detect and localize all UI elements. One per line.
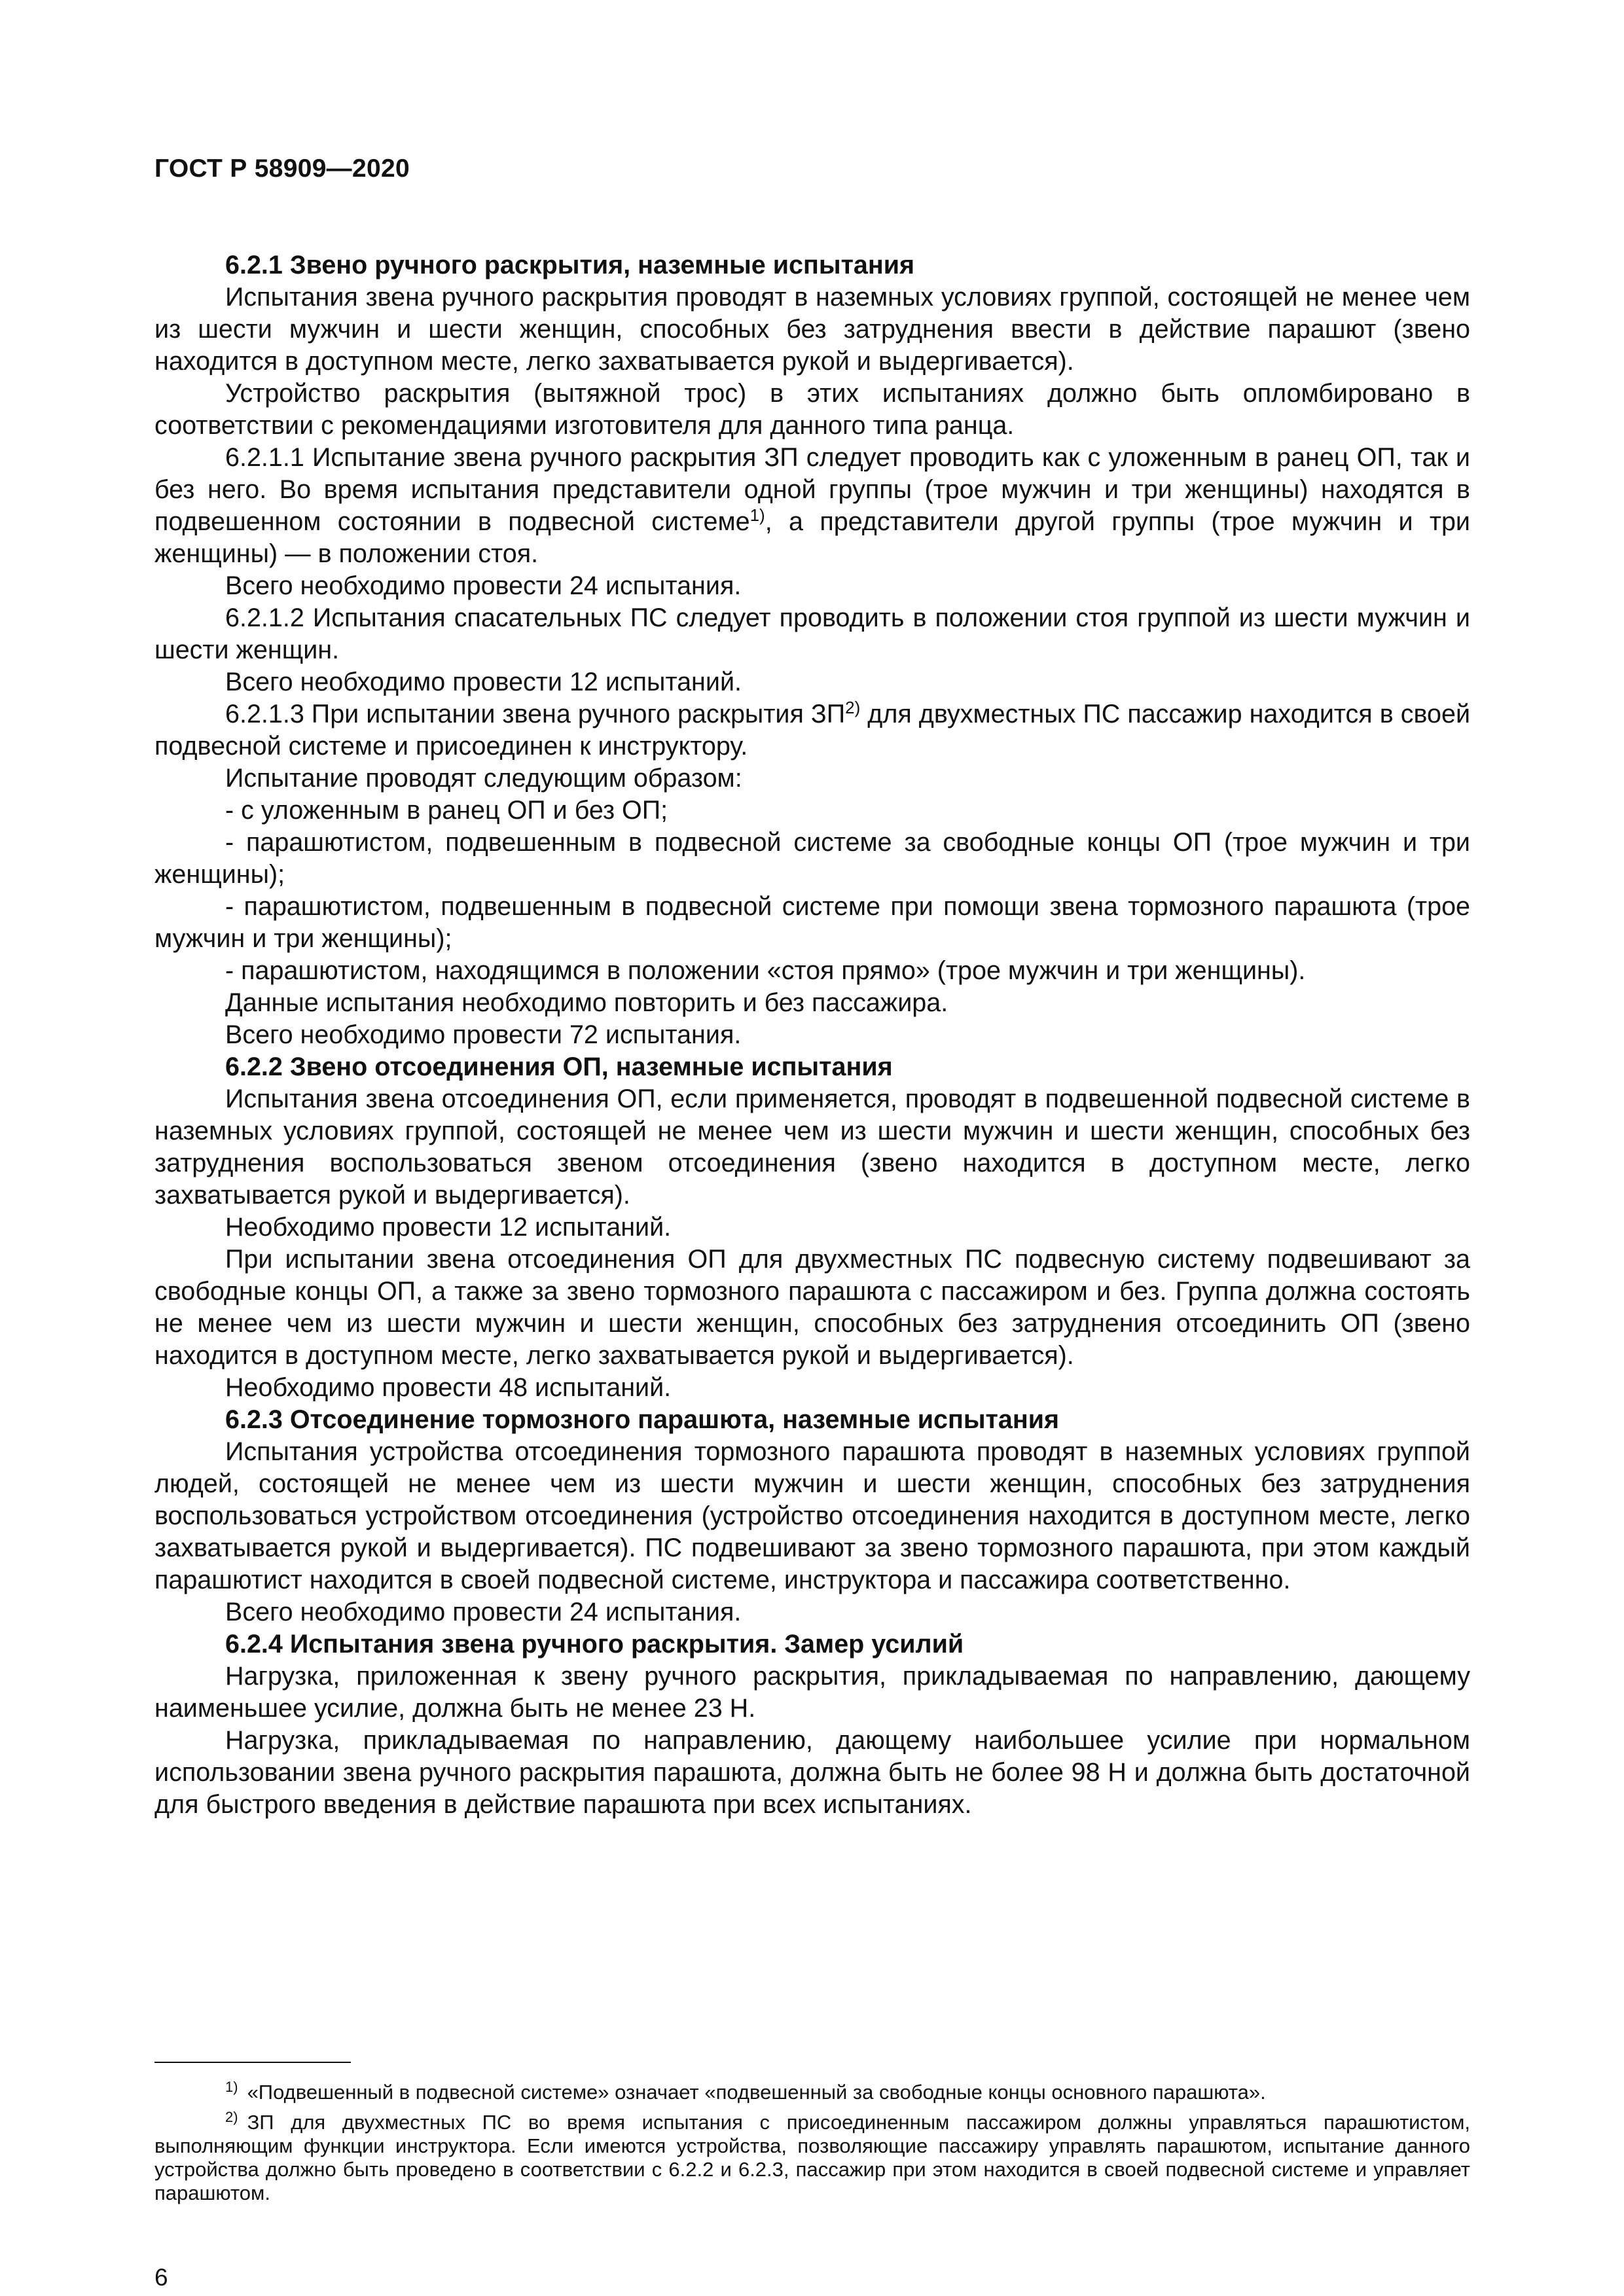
footnote-2 — [154, 2111, 1470, 2205]
paragraph: Нагрузка, прикладываемая по направлению, дающему наибольшее усилие при нормальном использовании звена ручного раскрытия парашюта, должна быть не более 98 Н и должна быть достаточной для быстрого введения в действие парашюта при всех испытаниях. — [154, 1726, 1470, 1819]
paragraph: Всего необходимо провести 24 испытания. — [225, 1598, 742, 1626]
paragraph: Необходимо провести 48 испытаний. — [225, 1373, 672, 1402]
section-heading-6-2-1: 6.2.1 Звено ручного раскрытия, наземные испытания — [225, 251, 915, 279]
paragraph-text: 6.2.1.1 Испытание звена ручного раскрытия ЗП следует проводить как с уложенным в ранец ОП, так и без него. Во время испытания представители одной группы (трое мужчин и три женщины) находятся в подвешенном состоянии в подвесной системе — [154, 443, 1470, 536]
body-text — [154, 249, 1470, 1821]
paragraph-with-footnote-1 — [154, 442, 1470, 570]
footnote-ref-2: 2) — [845, 698, 861, 717]
paragraph: Данные испытания необходимо повторить и без пассажира. — [225, 988, 948, 1017]
paragraph-text-cont: , а представители другой группы (трое мужчин и три женщины) — в положении стоя. — [154, 507, 1470, 568]
paragraph: Устройство раскрытия (вытяжной трос) в этих испытаниях должно быть опломбировано в соответствии с рекомендациями изготовителя для данного типа ранца. — [154, 379, 1470, 440]
paragraph: Необходимо провести 12 испытаний. — [225, 1213, 672, 1242]
list-item: - парашютистом, подвешенным в подвесной системе за свободные концы ОП (трое мужчин и три женщины); — [154, 828, 1470, 889]
section-heading-6-2-2: 6.2.2 Звено отсоединения ОП, наземные испытания — [225, 1052, 893, 1081]
footnote-mark-1: 1) — [225, 2079, 238, 2095]
list-item: - парашютистом, подвешенным в подвесной системе при помощи звена тормозного парашюта (трое мужчин и три женщины); — [154, 892, 1470, 953]
paragraph-text: 6.2.1.3 При испытании звена ручного раскрытия ЗП — [225, 700, 846, 728]
paragraph: Нагрузка, приложенная к звену ручного раскрытия, прикладываемая по направлению, дающему наименьшее усилие, должна быть не менее 23 Н. — [154, 1662, 1470, 1723]
paragraph: 6.2.1.2 Испытания спасательных ПС следует проводить в положении стоя группой из шести мужчин и шести женщин. — [154, 603, 1470, 664]
standard-header: ГОСТ Р 58909—2020 — [154, 154, 410, 183]
paragraph: Всего необходимо провести 12 испытаний. — [225, 668, 742, 696]
footnote-text: «Подвешенный в подвесной системе» означает «подвешенный за свободные концы основного парашюта». — [247, 2081, 1266, 2104]
paragraph-with-footnote-2 — [154, 698, 1470, 762]
page-number: 6 — [154, 2264, 168, 2291]
list-item: - парашютистом, находящимся в положении «стоя прямо» (трое мужчин и три женщины). — [225, 956, 1306, 985]
paragraph: Испытания звена отсоединения ОП, если применяется, проводят в подвешенной подвесной системе в наземных условиях группой, состоящей не менее чем из шести мужчин и шести женщин, способных без затруднения воспользоваться звеном отсоединения (звено находится в доступном месте, легко захватывается рукой и выдергивается). — [154, 1085, 1470, 1210]
paragraph: Всего необходимо провести 24 испытания. — [225, 571, 742, 600]
paragraph-text-cont: для двухместных ПС пассажир находится в своей подвесной системе и присоединен к инструктору. — [154, 700, 1471, 761]
paragraph: Испытания звена ручного раскрытия проводят в наземных условиях группой, состоящей не менее чем из шести мужчин и шести женщин, способных без затруднения ввести в действие парашют (звено находится в доступном месте, легко захватывается рукой и выдергивается). — [154, 283, 1470, 376]
list-item: - с уложенным в ранец ОП и без ОП; — [225, 796, 668, 825]
section-heading-6-2-4: 6.2.4 Испытания звена ручного раскрытия. Замер усилий — [225, 1630, 964, 1659]
footnote-text: ЗП для двухместных ПС во время испытания с присоединенным пассажиром должны управляться парашютистом, выполняющим функции инструктора. Если имеются устройства, позволяющие пассажиру управлять парашютом, испытание данного устройства должно быть проведено в соответствии с 6.2.2 и 6.2.3, пассажир при этом находится в своей подвесной системе и управляет парашютом. — [154, 2111, 1470, 2204]
section-heading-6-2-3: 6.2.3 Отсоединение тормозного парашюта, наземные испытания — [225, 1405, 1060, 1434]
footnote-1 — [154, 2081, 1470, 2104]
footnotes — [154, 2081, 1470, 2212]
footnote-divider — [154, 2062, 351, 2063]
paragraph: Испытание проводят следующим образом: — [225, 764, 742, 793]
paragraph: Всего необходимо провести 72 испытания. — [225, 1020, 742, 1049]
document-page — [154, 154, 1471, 2291]
paragraph: Испытания устройства отсоединения тормозного парашюта проводят в наземных условиях группой людей, состоящей не менее чем из шести мужчин и шести женщин, способных без затруднения воспользоваться устройством отсоединения (устройство отсоединения находится в доступном месте, легко захватывается рукой и выдергивается). ПС подвешивают за звено тормозного парашюта, при этом каждый парашютист находится в своей подвесной системе, инструктора и пассажира соответственно. — [154, 1437, 1470, 1594]
paragraph: При испытании звена отсоединения ОП для двухместных ПС подвесную систему подвешивают за свободные концы ОП, а также за звено тормозного парашюта с пассажиром и без. Группа должна состоять не менее чем из шести мужчин и шести женщин, способных без затруднения отсоединить ОП (звено находится в доступном месте, легко захватывается рукой и выдергивается). — [154, 1245, 1470, 1370]
footnote-mark-2: 2) — [225, 2109, 238, 2125]
footnote-ref-1: 1) — [749, 505, 765, 525]
